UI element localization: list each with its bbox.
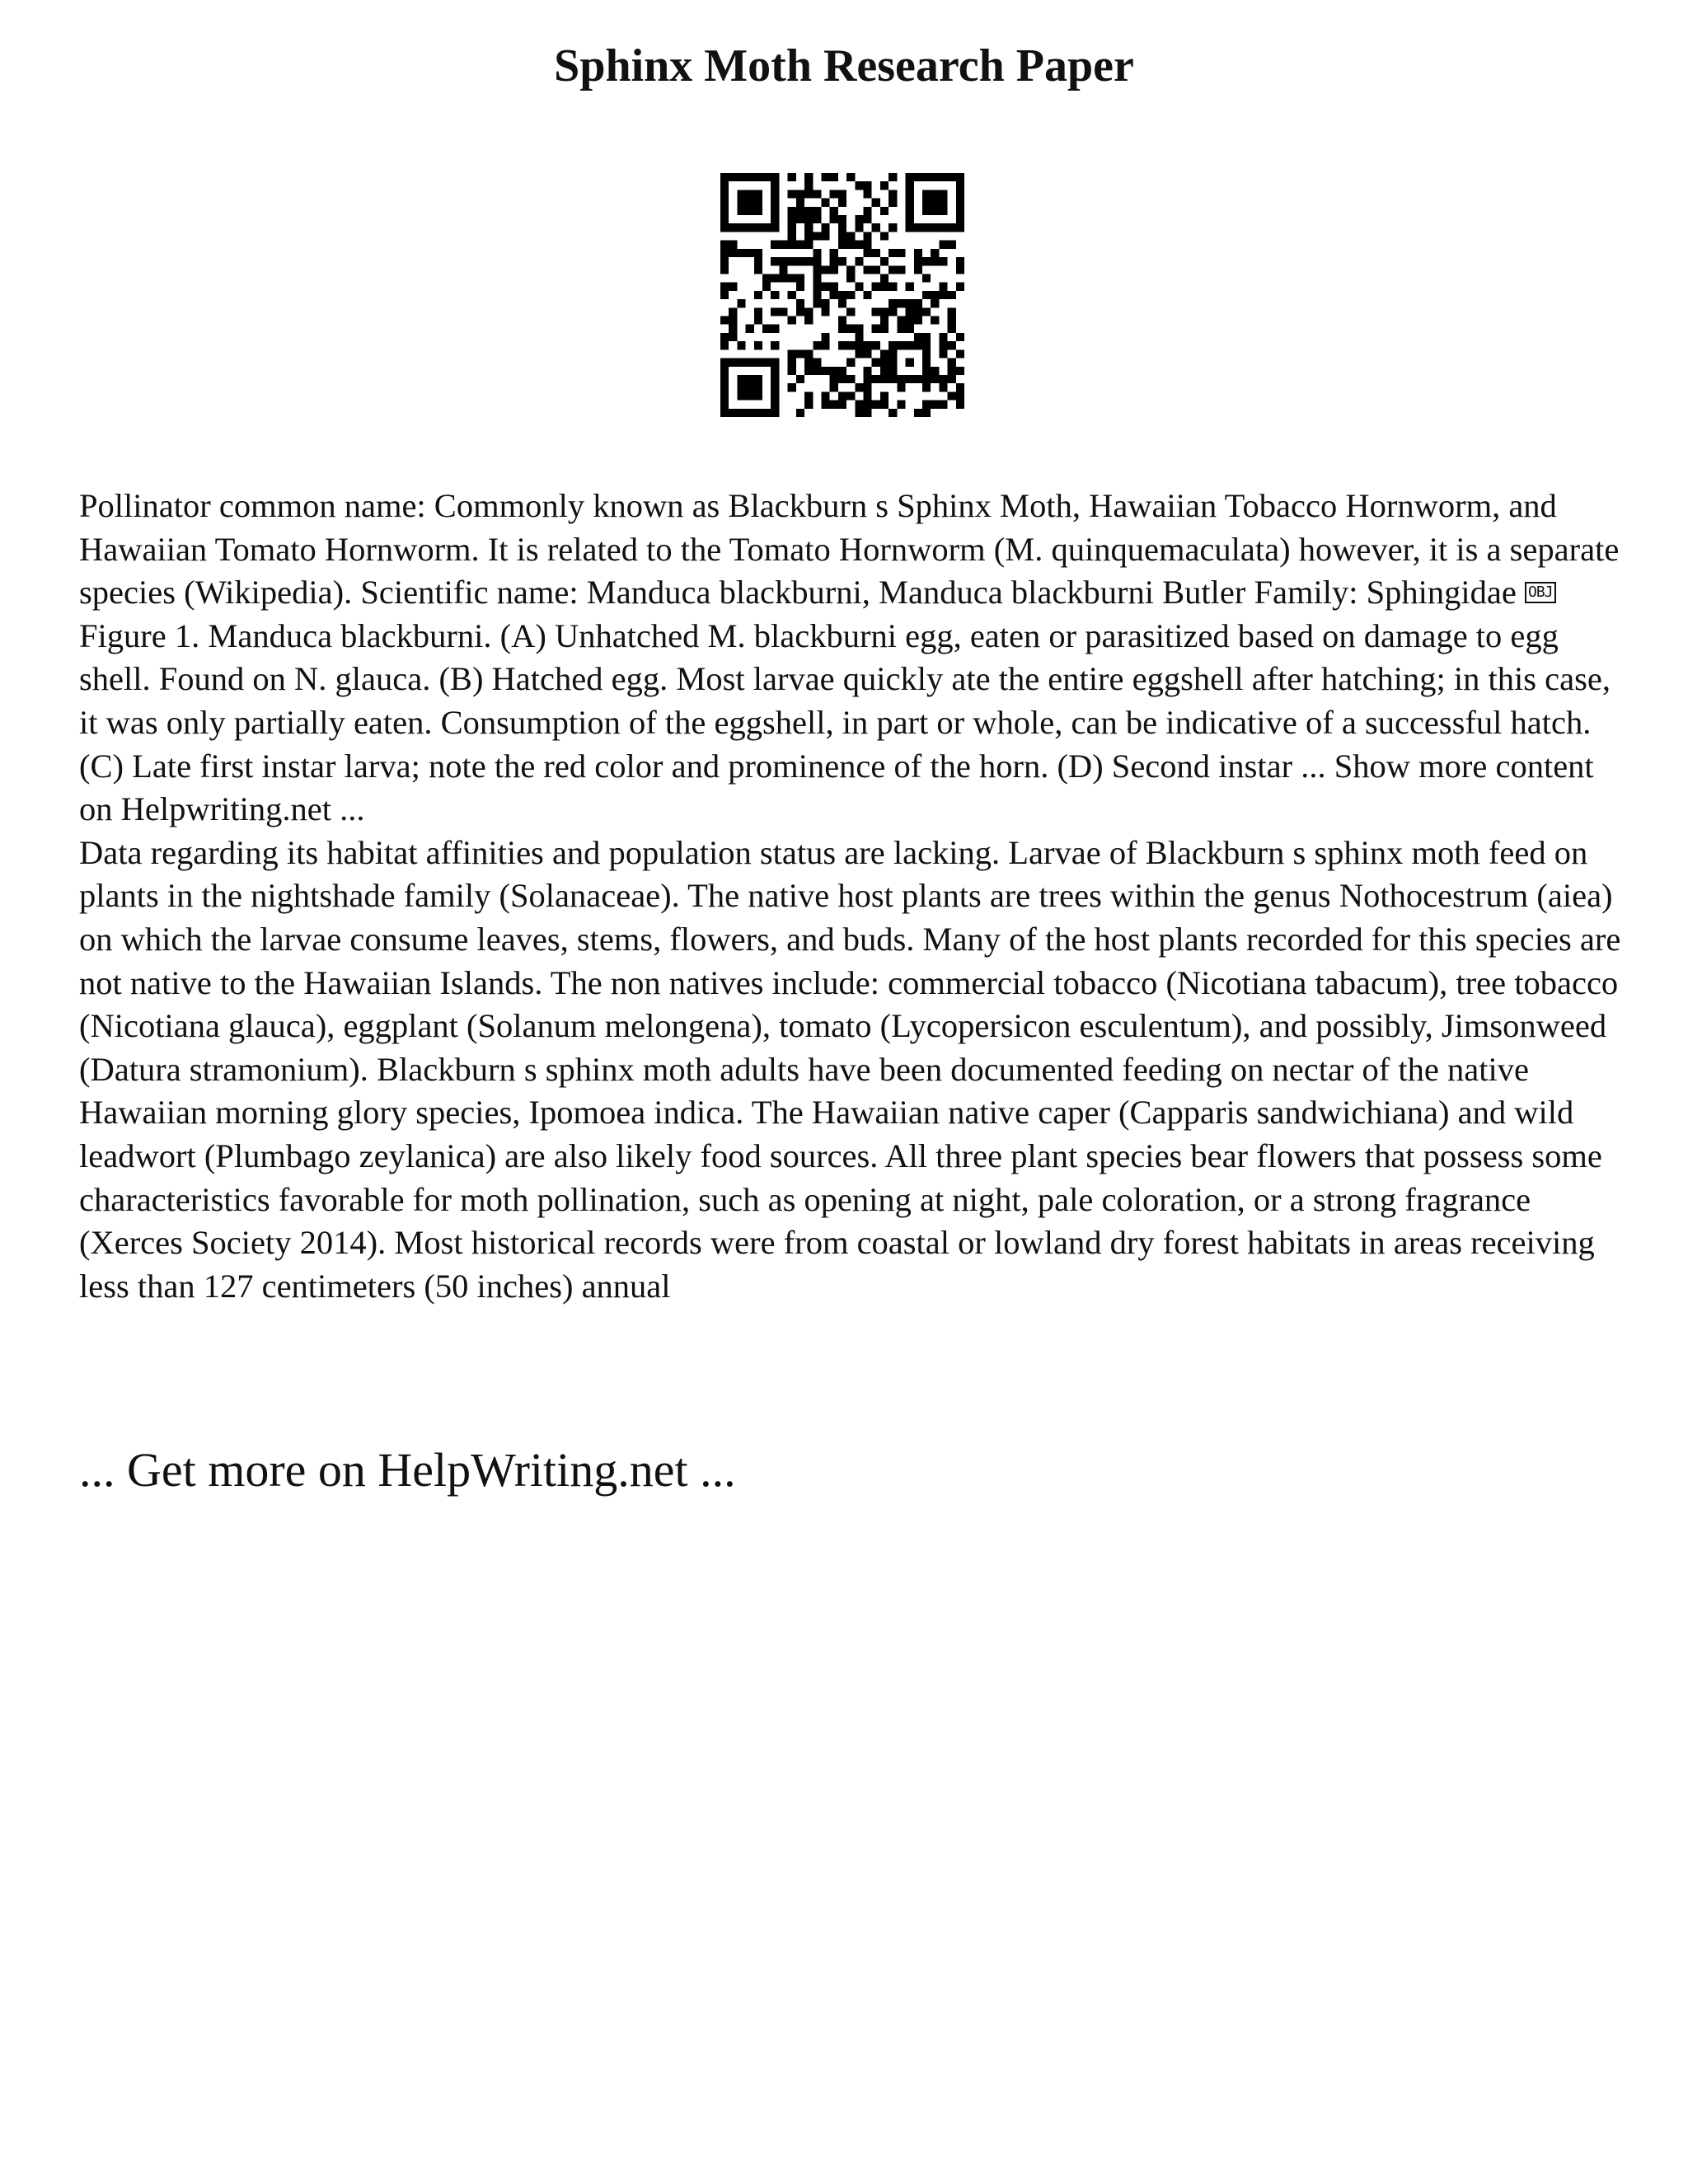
qr-code-graphic — [720, 173, 964, 417]
paragraph-habitat: Data regarding its habitat affinities and population status are lacking. Larvae of Blackburn s sphinx moth feed on plants in the nightshade family (Solanaceae). The native host plants are trees within the genus Nothocestrum (aiea) on which the larvae consume leaves, stems, flowers, and buds. Many of the host plants recorded for this species are not native to the Hawaiian Islands. The non natives include: commercial tobacco (Nicotiana tabacum), tree tobacco (Nicotiana glauca), eggplant (Solanum melongena), tomato (Lycopersicon esculentum), and possibly, Jimsonweed (Datura stramonium). Blackburn s sphinx moth adults have been documented feeding on nectar of the native Hawaiian morning glory species, Ipomoea indica. The Hawaiian native caper (Capparis sandwichiana) and wild leadwort (Plumbago zeylanica) are also likely food sources. All three plant species bear flowers that possess some characteristics favorable for moth pollination, such as opening at night, pale coloration, or a strong fragrance (Xerces Society 2014). Most historical records were from coastal or lowland dry forest habitats in areas receiving less than 127 centimeters (50 inches) annual — [79, 833, 1621, 1305]
paragraph-intro — [79, 485, 1629, 832]
page-title: Sphinx Moth Research Paper — [554, 40, 1134, 91]
paragraph-intro-part2: Figure 1. Manduca blackburni. (A) Unhatched M. blackburni egg, eaten or parasitized based on damage to egg shell. Found on N. glauca. (B) Hatched egg. Most larvae quickly ate the entire eggshell after hatching; in this case, it was only partially eaten. Consumption of the eggshell, in part or whole, can be indicative of a successful hatch. (C) Late first instar larva; note the red color and prominence of the horn. (D) Second instar ... Show more content on Helpwriting.net ... — [79, 616, 1611, 828]
qr-code-icon — [720, 173, 964, 417]
get-more-link[interactable]: ... Get more on HelpWriting.net ... — [79, 1443, 736, 1497]
body-text — [79, 485, 1629, 1308]
object-replacement-icon: OBJ — [1525, 582, 1556, 603]
paragraph-intro-part1: Pollinator common name: Commonly known as Blackburn s Sphinx Moth, Hawaiian Tobacco Hornworm, and Hawaiian Tomato Hornworm. It is related to the Tomato Hornworm (M. quinquemaculata) however, it is a separate species (Wikipedia). Scientific name: Manduca blackburni, Manduca blackburni Butler Family: Sphingidae — [79, 487, 1620, 612]
